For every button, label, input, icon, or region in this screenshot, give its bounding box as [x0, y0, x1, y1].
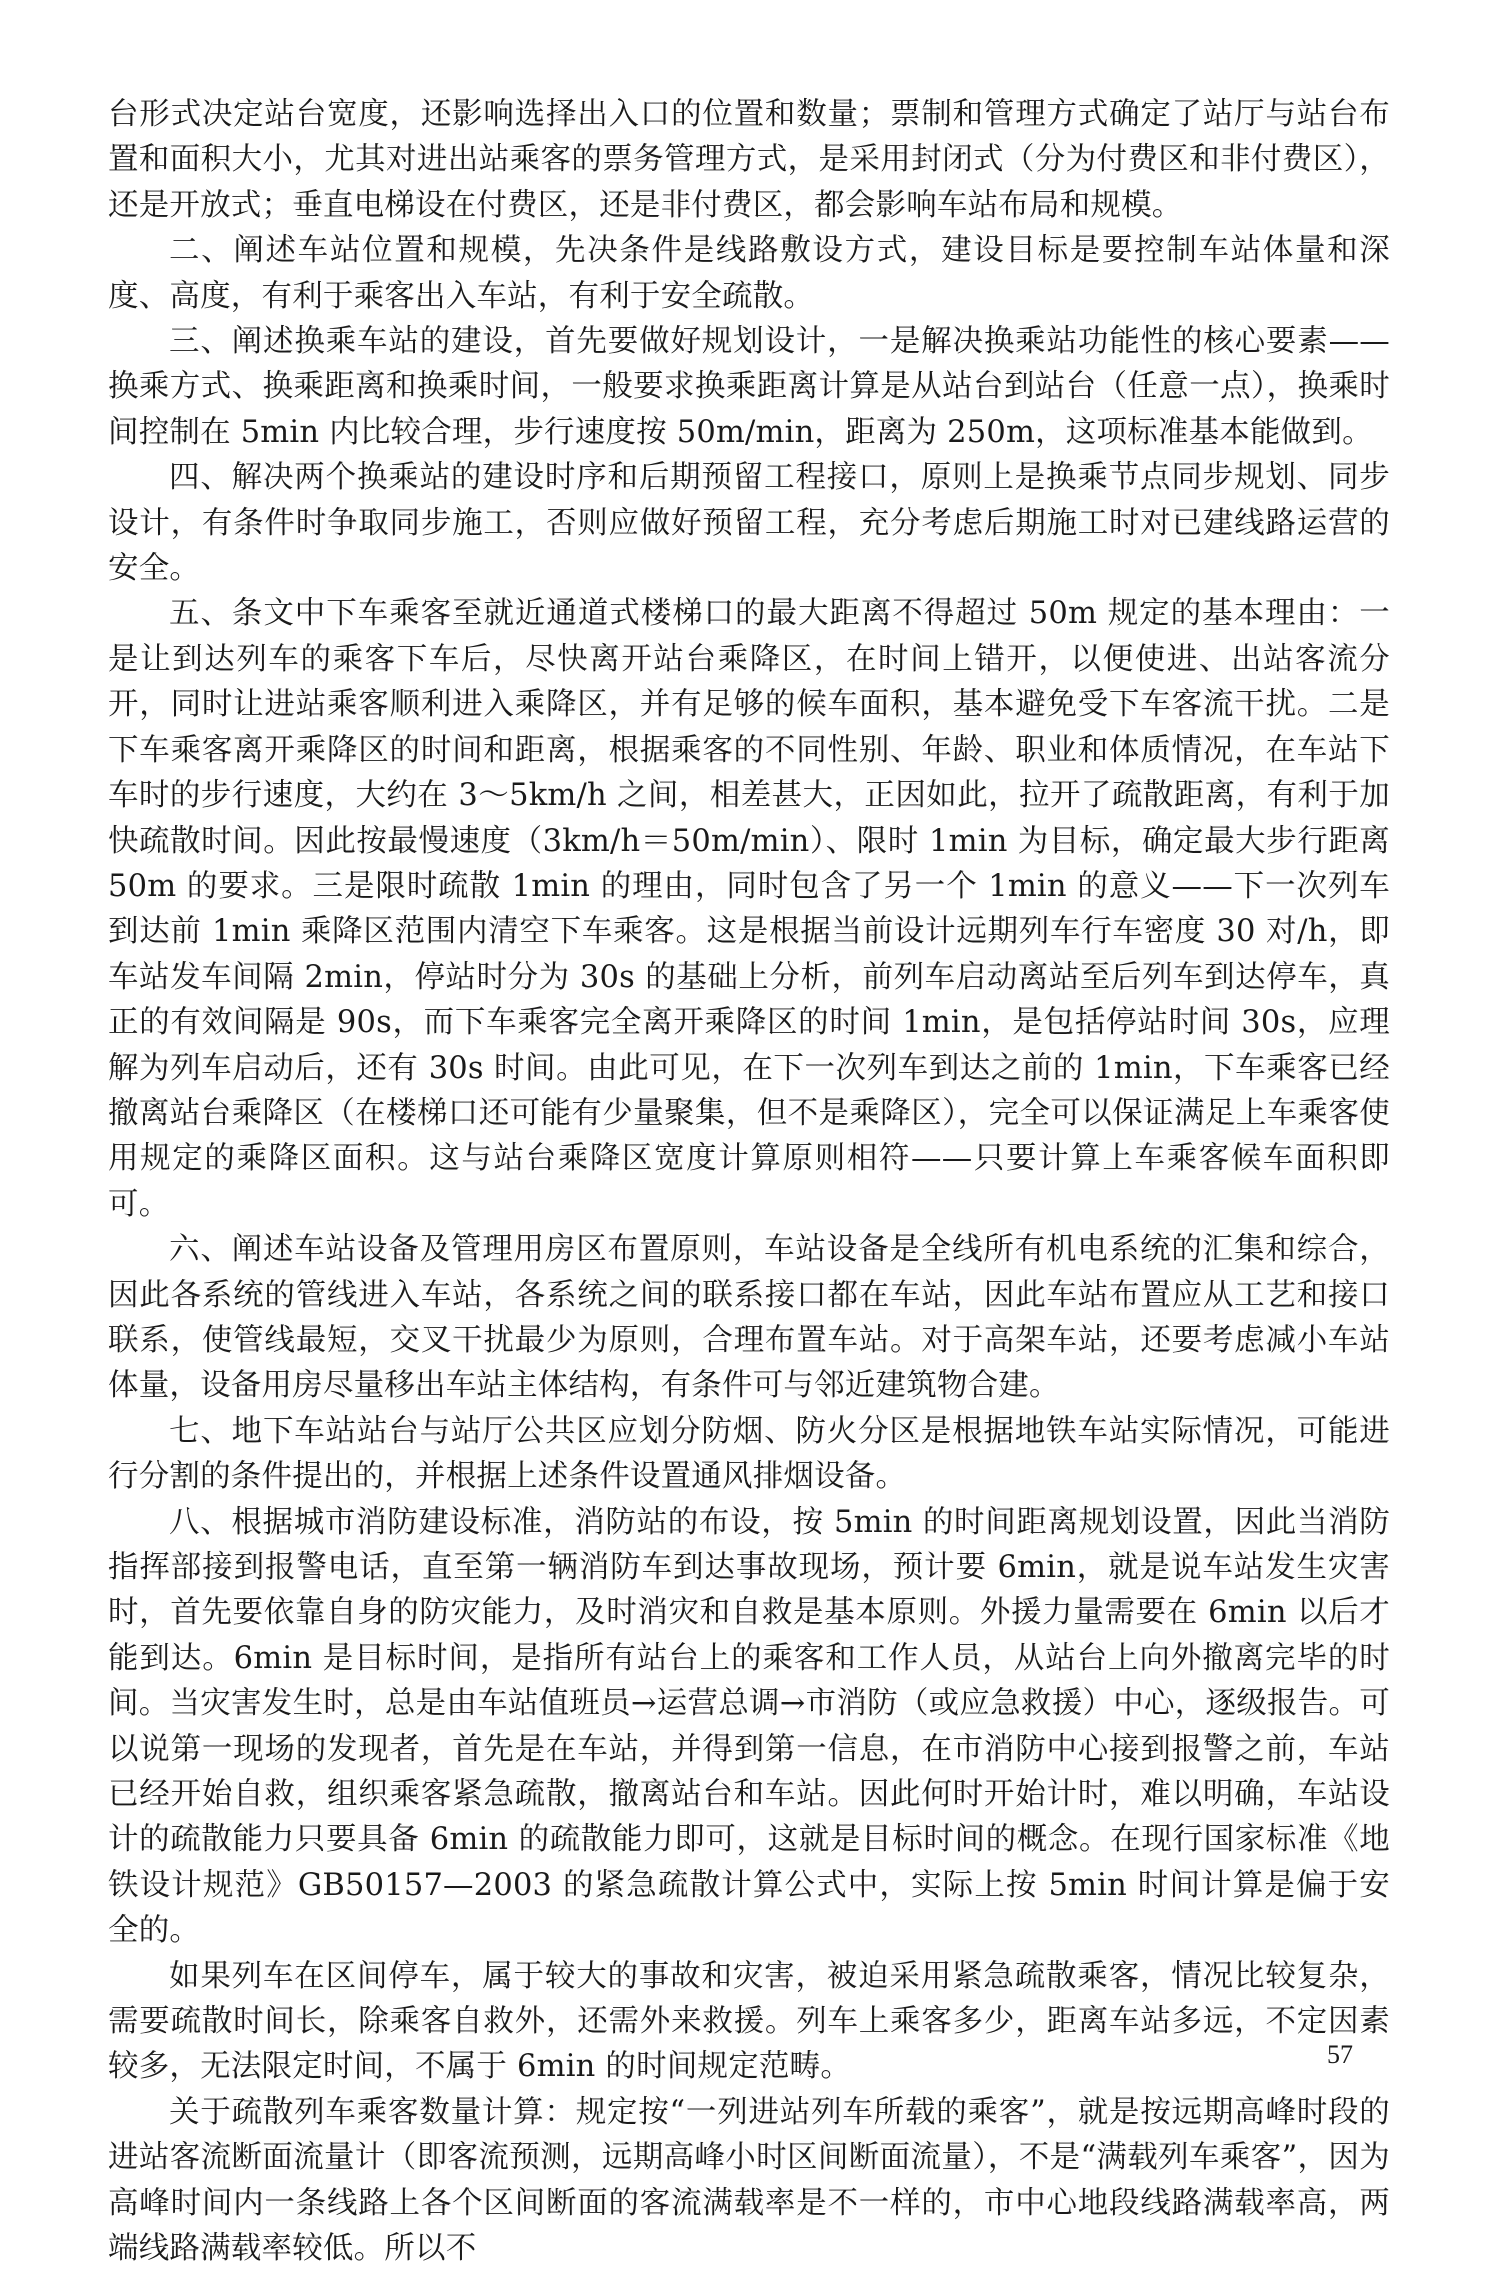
- paragraph-item-3: 三、阐述换乘车站的建设，首先要做好规划设计，一是解决换乘站功能性的核心要素——换乘方式、换乘距离和换乘时间，一般要求换乘距离计算是从站台到站台（任意一点），换乘时间控制在 5min 内比较合理，步行速度按 50m/min，距离为 250m，这项标准基本能做到。: [108, 324, 1390, 450]
- paragraph-item-2: 二、阐述车站位置和规模，先决条件是线路敷设方式，建设目标是要控制车站体量和深度、高度，有利于乘客出入车站，有利于安全疏散。: [108, 233, 1390, 314]
- paragraph-item-8: 八、根据城市消防建设标准，消防站的布设，按 5min 的时间距离规划设置，因此当消防指挥部接到报警电话，直至第一辆消防车到达事故现场，预计要 6min，就是说车站发生灾害时，首先要依靠自身的防灾能力，及时消灾和自救是基本原则。外援力量需要在 6min 以后才能到达。6min 是目标时间，是指所有站台上的乘客和工作人员，从站台上向外撤离完毕的时间。当灾害发生时，总是由车站值班员→运营总调→市消防（或应急救援）中心，逐级报告。可以说第一现场的发现者，首先是在车站，并得到第一信息，在市消防中心接到报警之前，车站已经开始自救，组织乘客紧急疏散，撤离站台和车站。因此何时开始计时，难以明确，车站设计的疏散能力只要具备 6min 的疏散能力即可，这就是目标时间的概念。在现行国家标准《地铁设计规范》GB50157—2003 的紧急疏散计算公式中，实际上按 5min 时间计算是偏于安全的。: [108, 1504, 1390, 1949]
- paragraph-item-5: 五、条文中下车乘客至就近通道式楼梯口的最大距离不得超过 50m 规定的基本理由：一是让到达列车的乘客下车后，尽快离开站台乘降区，在时间上错开，以便使进、出站客流分开，同时让进站乘客顺利进入乘降区，并有足够的候车面积，基本避免受下车客流干扰。二是下车乘客离开乘降区的时间和距离，根据乘客的不同性别、年龄、职业和体质情况，在车站下车时的步行速度，大约在 3～5km/h 之间，相差甚大，正因如此，拉开了疏散距离，有利于加快疏散时间。因此按最慢速度（3km/h＝50m/min）、限时 1min 为目标，确定最大步行距离 50m 的要求。三是限时疏散 1min 的理由，同时包含了另一个 1min 的意义——下一次列车到达前 1min 乘降区范围内清空下车乘客。这是根据当前设计远期列车行车密度 30 对/h，即车站发车间隔 2min，停站时分为 30s 的基础上分析，前列车启动离站至后列车到达停车，真正的有效间隔是 90s，而下车乘客完全离开乘降区的时间 1min，是包括停站时间 30s，应理解为列车启动后，还有 30s 时间。由此可见，在下一次列车到达之前的 1min，下车乘客已经撤离站台乘降区（在楼梯口还可能有少量聚集，但不是乘降区），完全可以保证满足上车乘客使用规定的乘降区面积。这与站台乘降区宽度计算原则相符——只要计算上车乘客候车面积即可。: [108, 596, 1390, 1222]
- paragraph-item-4: 四、解决两个换乘站的建设时序和后期预留工程接口，原则上是换乘节点同步规划、同步设计，有条件时争取同步施工，否则应做好预留工程，充分考虑后期施工时对已建线路运营的安全。: [108, 460, 1390, 587]
- paragraph-item-7: 七、地下车站站台与站厅公共区应划分防烟、防火分区是根据地铁车站实际情况，可能进行分割的条件提出的，并根据上述条件设置通风排烟设备。: [108, 1413, 1390, 1495]
- paragraph-train-stop: 如果列车在区间停车，属于较大的事故和灾害，被迫采用紧急疏散乘客，情况比较复杂，需要疏散时间长，除乘客自救外，还需外来救援。列车上乘客多少，距离车站多远，不定因素较多，无法限定时间，不属于 6min 的时间规定范畴。: [108, 1958, 1390, 2085]
- document-body: [108, 92, 1390, 2272]
- paragraph-item-6: 六、阐述车站设备及管理用房区布置原则，车站设备是全线所有机电系统的汇集和综合，因此各系统的管线进入车站，各系统之间的联系接口都在车站，因此车站布置应从工艺和接口联系，使管线最短，交叉干扰最少为原则，合理布置车站。对于高架车站，还要考虑减小车站体量，设备用房尽量移出车站主体结构，有条件可与邻近建筑物合建。: [108, 1232, 1390, 1404]
- paragraph-evacuation-count: 关于疏散列车乘客数量计算：规定按“一列进站列车所载的乘客”，就是按远期高峰时段的进站客流断面流量计（即客流预测，远期高峰小时区间断面流量），不是“满载列车乘客”，因为高峰时间内一条线路上各个区间断面的客流满载率是不一样的，市中心地段线路满载率高，两端线路满载率较低。所以不: [108, 2094, 1390, 2267]
- page-number: 57: [1327, 2040, 1353, 2069]
- paragraph-continued: 台形式决定站台宽度，还影响选择出入口的位置和数量；票制和管理方式确定了站厅与站台布置和面积大小，尤其对进出站乘客的票务管理方式，是采用封闭式（分为付费区和非付费区），还是开放式；垂直电梯设在付费区，还是非付费区，都会影响车站布局和规模。: [108, 97, 1390, 223]
